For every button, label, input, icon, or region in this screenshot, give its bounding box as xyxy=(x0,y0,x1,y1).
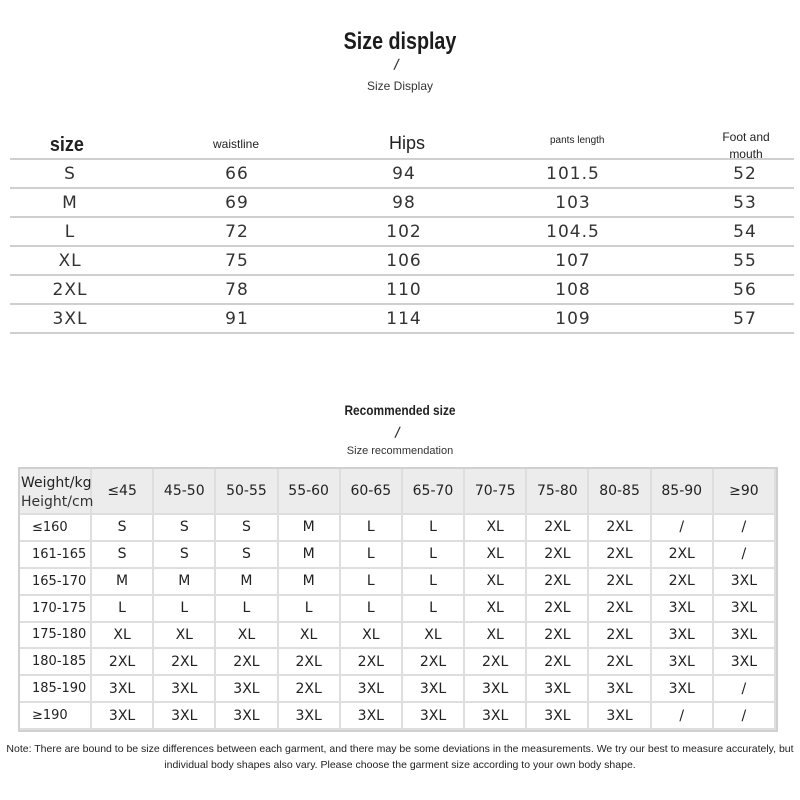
size-row xyxy=(10,160,794,189)
recommended-size-cell: S xyxy=(92,542,154,569)
recommended-size-cell: XL xyxy=(465,623,527,650)
measurement-cell: 102 xyxy=(386,222,422,242)
recommended-size-cell: XL xyxy=(279,623,341,650)
height-row-header: 180-185 xyxy=(20,649,92,676)
recommended-size-cell: L xyxy=(279,596,341,623)
measurement-cell: 107 xyxy=(555,251,591,271)
recommended-size-cell: 3XL xyxy=(403,703,465,730)
recommended-size-cell: XL xyxy=(216,623,278,650)
recommended-size-cell: 2XL xyxy=(589,649,651,676)
weight-header: ≤45 xyxy=(92,469,154,515)
measurement-cell: 66 xyxy=(225,164,249,184)
measurement-cell: 101.5 xyxy=(546,164,600,184)
header-waistline: waistline xyxy=(213,137,260,151)
recommended-size-cell: / xyxy=(714,676,776,703)
size-label: XL xyxy=(58,251,82,271)
measurement-cell: 108 xyxy=(555,280,591,300)
recommended-size-cell: S xyxy=(216,515,278,542)
recommended-size-cell: M xyxy=(279,569,341,596)
size-table-header xyxy=(10,122,794,160)
measurement-cell: 104.5 xyxy=(546,222,600,242)
recommended-size-cell: 2XL xyxy=(527,596,589,623)
recommended-size-cell: L xyxy=(403,542,465,569)
recommended-size-cell: 3XL xyxy=(465,703,527,730)
size-label: M xyxy=(62,193,78,213)
measurement-cell: 57 xyxy=(733,309,757,329)
recommended-slash: / xyxy=(393,424,401,443)
recommended-size-cell: 2XL xyxy=(527,515,589,542)
height-row-header: 161-165 xyxy=(20,542,92,569)
recommended-size-cell: 3XL xyxy=(341,676,403,703)
size-display-title: Size display xyxy=(343,28,457,55)
measurement-cell: 106 xyxy=(386,251,422,271)
recommended-size-cell: 3XL xyxy=(589,703,651,730)
header-size: size xyxy=(49,134,84,156)
recommended-size-cell: M xyxy=(216,569,278,596)
recommended-size-cell: 3XL xyxy=(714,569,776,596)
measurement-cell: 72 xyxy=(225,222,249,242)
recommended-size-cell: 2XL xyxy=(92,649,154,676)
size-table xyxy=(10,122,794,334)
recommended-size-cell: 3XL xyxy=(714,649,776,676)
recommended-size-cell: L xyxy=(341,542,403,569)
header-pants-length: pants length xyxy=(550,135,605,146)
measurement-cell: 110 xyxy=(386,280,422,300)
recommended-size-cell: S xyxy=(216,542,278,569)
recommended-size-cell: S xyxy=(154,542,216,569)
height-row-header: 170-175 xyxy=(20,596,92,623)
size-label: S xyxy=(64,164,76,184)
recommended-size-cell: XL xyxy=(465,515,527,542)
size-recommendation-grid xyxy=(18,467,778,732)
size-label: 3XL xyxy=(52,309,88,329)
recommended-size-cell: 3XL xyxy=(403,676,465,703)
recommended-size-cell: M xyxy=(92,569,154,596)
recommended-size-cell: XL xyxy=(154,623,216,650)
weight-header: 55-60 xyxy=(279,469,341,515)
measurement-cell: 91 xyxy=(225,309,249,329)
recommended-size-cell: 2XL xyxy=(589,596,651,623)
weight-header: 65-70 xyxy=(403,469,465,515)
recommended-size-cell: L xyxy=(92,596,154,623)
header-hips: Hips xyxy=(389,133,426,153)
recommended-size-cell: XL xyxy=(341,623,403,650)
recommended-size-cell: / xyxy=(652,515,714,542)
height-axis-label: Height/cm xyxy=(21,494,94,510)
measurement-cell: 98 xyxy=(392,193,416,213)
recommended-size-cell: 2XL xyxy=(589,569,651,596)
weight-header: 60-65 xyxy=(341,469,403,515)
measurement-cell: 114 xyxy=(386,309,422,329)
recommended-size-cell: 2XL xyxy=(527,623,589,650)
recommended-size-cell: 3XL xyxy=(92,676,154,703)
weight-header: 75-80 xyxy=(527,469,589,515)
recommended-size-cell: 3XL xyxy=(216,676,278,703)
weight-header: 50-55 xyxy=(216,469,278,515)
disclaimer-note: Note: There are bound to be size differences between each garment, and there may be some deviations in the measurements. We try our best to measure accurately, but individual body shapes also vary. Please choose the garment size according to your own body shape. xyxy=(6,743,794,771)
recommended-size-cell: 2XL xyxy=(279,676,341,703)
recommended-size-cell: 3XL xyxy=(92,703,154,730)
size-row xyxy=(10,276,794,305)
weight-header: 80-85 xyxy=(589,469,651,515)
recommended-size-cell: 2XL xyxy=(403,649,465,676)
recommended-size-cell: L xyxy=(216,596,278,623)
size-row xyxy=(10,247,794,276)
size-label: 2XL xyxy=(52,280,88,300)
recommended-size-cell: 2XL xyxy=(652,542,714,569)
recommended-size-cell: M xyxy=(279,542,341,569)
recommended-size-cell: 3XL xyxy=(527,676,589,703)
recommended-size-cell: 3XL xyxy=(652,623,714,650)
recommended-size-cell: L xyxy=(341,596,403,623)
recommended-size-cell: 2XL xyxy=(527,542,589,569)
height-row-header: ≤160 xyxy=(20,515,92,542)
recommended-size-cell: 3XL xyxy=(279,703,341,730)
recommended-size-cell: M xyxy=(154,569,216,596)
recommended-size-cell: XL xyxy=(92,623,154,650)
recommended-size-cell: / xyxy=(714,703,776,730)
measurement-cell: 69 xyxy=(225,193,249,213)
recommended-size-cell: XL xyxy=(465,569,527,596)
recommended-size-cell: S xyxy=(92,515,154,542)
recommended-size-cell: M xyxy=(279,515,341,542)
recommended-size-cell: L xyxy=(403,569,465,596)
header-foot-and-mouth: Foot and mouth xyxy=(722,130,770,161)
measurement-cell: 75 xyxy=(225,251,249,271)
measurement-cell: 54 xyxy=(733,222,757,242)
recommended-size-cell: 3XL xyxy=(341,703,403,730)
recommended-size-cell: XL xyxy=(465,542,527,569)
recommended-size-cell: 3XL xyxy=(714,623,776,650)
recommended-size-cell: XL xyxy=(403,623,465,650)
measurement-cell: 78 xyxy=(225,280,249,300)
recommended-size-cell: 3XL xyxy=(652,676,714,703)
recommended-size-cell: 3XL xyxy=(652,596,714,623)
size-row xyxy=(10,189,794,218)
recommended-size-cell: 3XL xyxy=(216,703,278,730)
grid-corner xyxy=(20,469,92,515)
recommended-size-cell: / xyxy=(714,542,776,569)
measurement-cell: 53 xyxy=(733,193,757,213)
recommended-size-cell: 2XL xyxy=(279,649,341,676)
recommended-size-cell: L xyxy=(341,569,403,596)
recommended-size-cell: 2XL xyxy=(589,542,651,569)
recommended-size-cell: L xyxy=(154,596,216,623)
recommended-size-title: Recommended size xyxy=(344,402,456,418)
measurement-cell: 94 xyxy=(392,164,416,184)
recommended-size-cell: 2XL xyxy=(527,649,589,676)
size-display-subtitle: Size Display xyxy=(366,79,434,93)
recommended-size-cell: 3XL xyxy=(154,676,216,703)
measurement-cell: 55 xyxy=(733,251,757,271)
recommended-size-cell: 3XL xyxy=(527,703,589,730)
recommended-size-cell: 3XL xyxy=(589,676,651,703)
recommended-size-cell: 2XL xyxy=(589,623,651,650)
recommended-subtitle: Size recommendation xyxy=(346,445,454,457)
recommended-size-cell: 3XL xyxy=(154,703,216,730)
recommended-size-cell: L xyxy=(403,515,465,542)
size-label: L xyxy=(64,222,76,242)
recommended-size-cell: L xyxy=(341,515,403,542)
recommended-size-cell: 2XL xyxy=(465,649,527,676)
recommended-size-cell: L xyxy=(403,596,465,623)
recommended-size-cell: 2XL xyxy=(154,649,216,676)
recommended-size-cell: 2XL xyxy=(527,569,589,596)
size-row xyxy=(10,305,794,334)
recommended-size-cell: 2XL xyxy=(216,649,278,676)
recommended-size-cell: 2XL xyxy=(589,515,651,542)
height-row-header: 185-190 xyxy=(20,676,92,703)
measurement-cell: 109 xyxy=(555,309,591,329)
recommended-size-cell: 2XL xyxy=(652,569,714,596)
weight-header: ≥90 xyxy=(714,469,776,515)
height-row-header: ≥190 xyxy=(20,703,92,730)
recommended-size-cell: S xyxy=(154,515,216,542)
recommended-size-cell: / xyxy=(652,703,714,730)
recommended-size-cell: / xyxy=(714,515,776,542)
weight-header: 45-50 xyxy=(154,469,216,515)
recommended-size-cell: 3XL xyxy=(652,649,714,676)
recommended-size-cell: 3XL xyxy=(465,676,527,703)
title-slash: / xyxy=(392,56,400,75)
measurement-cell: 52 xyxy=(733,164,757,184)
height-row-header: 165-170 xyxy=(20,569,92,596)
size-row xyxy=(10,218,794,247)
recommended-size-cell: 2XL xyxy=(341,649,403,676)
measurement-cell: 56 xyxy=(733,280,757,300)
weight-axis-label: Weight/kg xyxy=(21,475,92,491)
height-row-header: 175-180 xyxy=(20,623,92,650)
recommended-size-cell: XL xyxy=(465,596,527,623)
weight-header: 70-75 xyxy=(465,469,527,515)
recommended-size-cell: 3XL xyxy=(714,596,776,623)
weight-header: 85-90 xyxy=(652,469,714,515)
measurement-cell: 103 xyxy=(555,193,591,213)
